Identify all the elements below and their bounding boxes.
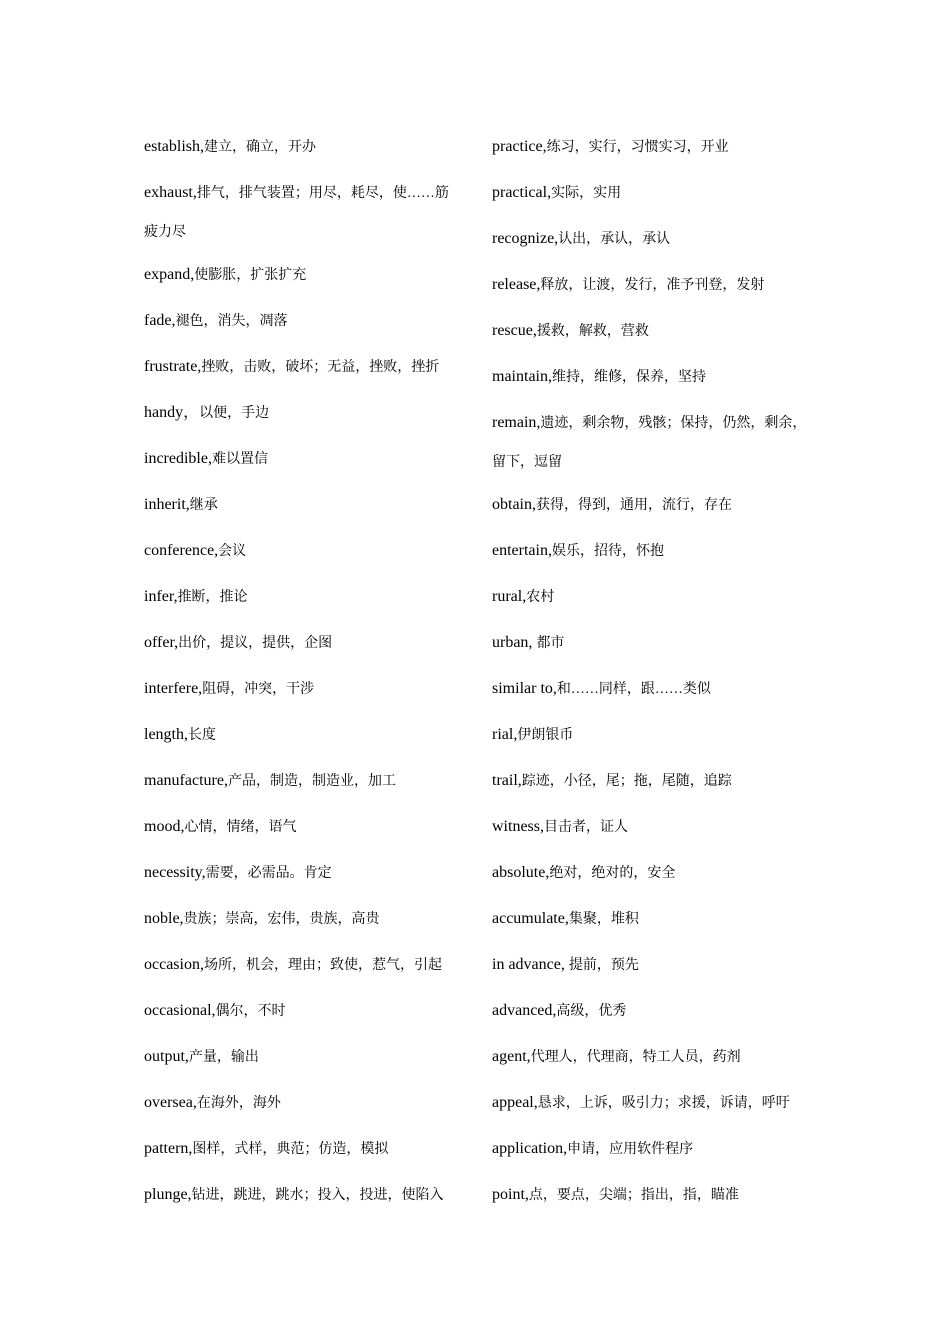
vocab-meaning-continued: 留下，逗留 bbox=[492, 455, 562, 470]
vocab-meaning: 释放，让渡，发行，准予刊登，发射 bbox=[540, 278, 765, 293]
vocab-entry bbox=[492, 482, 822, 528]
vocab-word: plunge, bbox=[144, 1186, 192, 1203]
vocab-meaning: 目击者，证人 bbox=[544, 820, 628, 835]
vocab-meaning: 出价，提议，提供，企图 bbox=[178, 636, 333, 651]
vocab-meaning: 推断，推论 bbox=[177, 590, 248, 605]
vocab-word: trail, bbox=[492, 772, 522, 789]
vocab-meaning: 绝对，绝对的，安全 bbox=[549, 866, 676, 881]
vocab-entry bbox=[492, 712, 822, 758]
vocab-meaning: 都市 bbox=[536, 636, 565, 651]
vocab-word: offer, bbox=[144, 634, 179, 651]
vocab-meaning: 提前，预先 bbox=[568, 958, 639, 973]
vocab-entry bbox=[492, 896, 822, 942]
vocab-entry bbox=[144, 758, 474, 804]
vocab-word: exhaust, bbox=[144, 184, 197, 201]
vocab-meaning: 高级，优秀 bbox=[556, 1004, 627, 1019]
vocab-entry bbox=[492, 988, 822, 1034]
vocab-entry bbox=[492, 400, 822, 476]
vocab-word: handy， bbox=[144, 404, 200, 421]
vocab-entry bbox=[144, 850, 474, 896]
vocab-word: maintain, bbox=[492, 368, 552, 385]
vocab-entry bbox=[492, 942, 822, 988]
vocab-entry bbox=[144, 528, 474, 574]
vocab-word: noble, bbox=[144, 910, 184, 927]
vocab-meaning: 长度 bbox=[188, 728, 216, 743]
vocab-word: similar to, bbox=[492, 680, 557, 697]
vocab-meaning: 点，要点，尖端；指出，指，瞄准 bbox=[528, 1188, 739, 1203]
vocab-meaning: 场所，机会，理由；致使，惹气，引起 bbox=[203, 958, 442, 973]
vocab-entry bbox=[492, 574, 822, 620]
vocab-word: occasional, bbox=[144, 1002, 216, 1019]
vocab-entry bbox=[144, 436, 474, 482]
vocab-entry bbox=[144, 712, 474, 758]
right-column bbox=[492, 124, 822, 1218]
vocab-word: application, bbox=[492, 1140, 568, 1157]
vocab-meaning: 实际，实用 bbox=[551, 186, 622, 201]
vocab-word: rescue, bbox=[492, 322, 537, 339]
vocab-word: in advance, bbox=[492, 956, 569, 973]
left-column bbox=[144, 124, 474, 1218]
vocab-entry bbox=[492, 620, 822, 666]
vocab-word: conference, bbox=[144, 542, 219, 559]
vocab-meaning: 恳求，上诉，吸引力；求援，诉请，呼吁 bbox=[537, 1096, 790, 1111]
vocab-meaning: 代理人，代理商，特工人员，药剂 bbox=[530, 1050, 741, 1065]
vocab-entry bbox=[492, 262, 822, 308]
vocab-entry bbox=[144, 298, 474, 344]
vocab-entry bbox=[492, 666, 822, 712]
vocab-meaning: 练习，实行，习惯实习，开业 bbox=[546, 140, 729, 155]
vocab-entry bbox=[144, 1172, 474, 1218]
vocab-word: agent, bbox=[492, 1048, 531, 1065]
vocab-entry bbox=[492, 1126, 822, 1172]
vocab-entry bbox=[144, 988, 474, 1034]
vocab-entry bbox=[144, 390, 474, 436]
vocab-meaning: 偶尔，不时 bbox=[215, 1004, 286, 1019]
vocab-word: advanced, bbox=[492, 1002, 557, 1019]
vocab-entry bbox=[144, 1126, 474, 1172]
vocab-meaning: 在海外，海外 bbox=[196, 1096, 281, 1111]
vocab-entry bbox=[492, 308, 822, 354]
vocab-word: practice, bbox=[492, 138, 547, 155]
vocab-meaning: 难以置信 bbox=[211, 452, 268, 467]
vocab-word: establish, bbox=[144, 138, 204, 155]
vocab-meaning: 农村 bbox=[526, 590, 555, 605]
vocab-meaning: 申请，应用软件程序 bbox=[567, 1142, 694, 1157]
vocab-meaning: 获得，得到，通用，流行，存在 bbox=[536, 498, 732, 513]
vocab-word: infer, bbox=[144, 588, 178, 605]
vocab-entry bbox=[144, 252, 474, 298]
vocab-word: output, bbox=[144, 1048, 189, 1065]
vocab-word: incredible, bbox=[144, 450, 212, 467]
vocab-entry bbox=[144, 574, 474, 620]
vocab-entry bbox=[144, 344, 474, 390]
vocab-entry bbox=[492, 758, 822, 804]
vocab-word: accumulate, bbox=[492, 910, 569, 927]
vocab-word: entertain, bbox=[492, 542, 552, 559]
vocab-entry bbox=[492, 216, 822, 262]
vocab-entry bbox=[492, 804, 822, 850]
vocab-word: recognize, bbox=[492, 230, 559, 247]
vocab-meaning: 心情，情绪，语气 bbox=[184, 820, 297, 835]
vocab-entry bbox=[144, 804, 474, 850]
vocab-meaning: 娱乐，招待，怀抱 bbox=[551, 544, 664, 559]
vocab-entry bbox=[144, 620, 474, 666]
vocab-word: length, bbox=[144, 726, 188, 743]
vocab-meaning: 产量，输出 bbox=[188, 1050, 259, 1065]
vocab-meaning: 和……同样，跟……类似 bbox=[556, 682, 711, 697]
vocab-word: necessity, bbox=[144, 864, 206, 881]
vocab-meaning: 褪色，消失，凋落 bbox=[175, 314, 288, 329]
vocab-meaning: 继承 bbox=[189, 498, 218, 513]
vocab-word: rial, bbox=[492, 726, 518, 743]
vocab-word: rural, bbox=[492, 588, 527, 605]
vocab-entry bbox=[492, 124, 822, 170]
vocab-word: expand, bbox=[144, 266, 195, 283]
vocab-entry bbox=[144, 482, 474, 528]
vocab-meaning: 产品，制造，制造业，加工 bbox=[227, 774, 396, 789]
vocab-meaning: 认出，承认，承认 bbox=[558, 232, 671, 247]
vocab-entry bbox=[144, 1080, 474, 1126]
vocab-meaning: 会议 bbox=[218, 544, 247, 559]
vocab-word: occasion, bbox=[144, 956, 204, 973]
vocab-meaning: 贵族；崇高，宏伟，贵族，高贵 bbox=[183, 912, 380, 927]
vocab-meaning: 阻碍，冲突，干涉 bbox=[202, 682, 315, 697]
vocab-word: interfere, bbox=[144, 680, 203, 697]
vocab-entry bbox=[144, 170, 474, 246]
vocab-word: fade, bbox=[144, 312, 176, 329]
vocab-entry bbox=[144, 896, 474, 942]
vocab-entry bbox=[144, 124, 474, 170]
vocab-meaning: 建立，确立，开办 bbox=[204, 140, 316, 155]
vocab-entry bbox=[492, 528, 822, 574]
vocab-meaning: 图样，式样，典范；仿造，模拟 bbox=[192, 1142, 389, 1157]
vocab-meaning: 以便，手边 bbox=[199, 406, 270, 421]
vocab-entry bbox=[492, 1080, 822, 1126]
vocab-meaning: 需要，必需品。肯定 bbox=[205, 866, 332, 881]
vocab-meaning: 援救，解救，营救 bbox=[536, 324, 649, 339]
vocab-meaning: 集聚，堆积 bbox=[568, 912, 639, 927]
vocab-entry bbox=[492, 1034, 822, 1080]
vocab-entry bbox=[492, 850, 822, 896]
vocab-meaning: 维持，维修，保养，坚持 bbox=[551, 370, 706, 385]
vocab-word: release, bbox=[492, 276, 541, 293]
vocab-entry bbox=[492, 1172, 822, 1218]
vocab-word: obtain, bbox=[492, 496, 536, 513]
vocab-word: point, bbox=[492, 1186, 529, 1203]
vocab-meaning-continued: 疲力尽 bbox=[144, 225, 186, 240]
vocab-word: remain, bbox=[492, 414, 541, 431]
vocab-word: oversea, bbox=[144, 1094, 197, 1111]
vocab-meaning: 伊朗银币 bbox=[517, 728, 574, 743]
vocab-meaning: 排气，排气装置；用尽，耗尽，使……筋 bbox=[196, 186, 449, 201]
vocab-word: manufacture, bbox=[144, 772, 228, 789]
vocab-word: inherit, bbox=[144, 496, 190, 513]
vocab-word: mood, bbox=[144, 818, 185, 835]
vocab-word: pattern, bbox=[144, 1140, 193, 1157]
vocab-word: absolute, bbox=[492, 864, 550, 881]
vocab-word: appeal, bbox=[492, 1094, 538, 1111]
vocab-entry bbox=[144, 666, 474, 712]
vocab-entry bbox=[492, 170, 822, 216]
vocab-meaning: 钻进，跳进，跳水；投入，投进，使陷入 bbox=[191, 1188, 444, 1203]
vocab-entry bbox=[144, 942, 474, 988]
vocab-word: frustrate, bbox=[144, 358, 202, 375]
vocab-meaning: 遗迹，剩余物，残骸；保持，仍然，剩余， bbox=[540, 416, 807, 431]
vocab-entry bbox=[144, 1034, 474, 1080]
vocab-meaning: 使膨胀，扩张扩充 bbox=[194, 268, 307, 283]
vocab-word: witness, bbox=[492, 818, 544, 835]
vocab-meaning: 挫败，击败，破坏；无益，挫败，挫折 bbox=[201, 360, 440, 375]
vocab-entry bbox=[492, 354, 822, 400]
vocab-meaning: 踪迹，小径，尾；拖，尾随，追踪 bbox=[521, 774, 732, 789]
vocab-word: practical, bbox=[492, 184, 552, 201]
vocab-word: urban, bbox=[492, 634, 537, 651]
